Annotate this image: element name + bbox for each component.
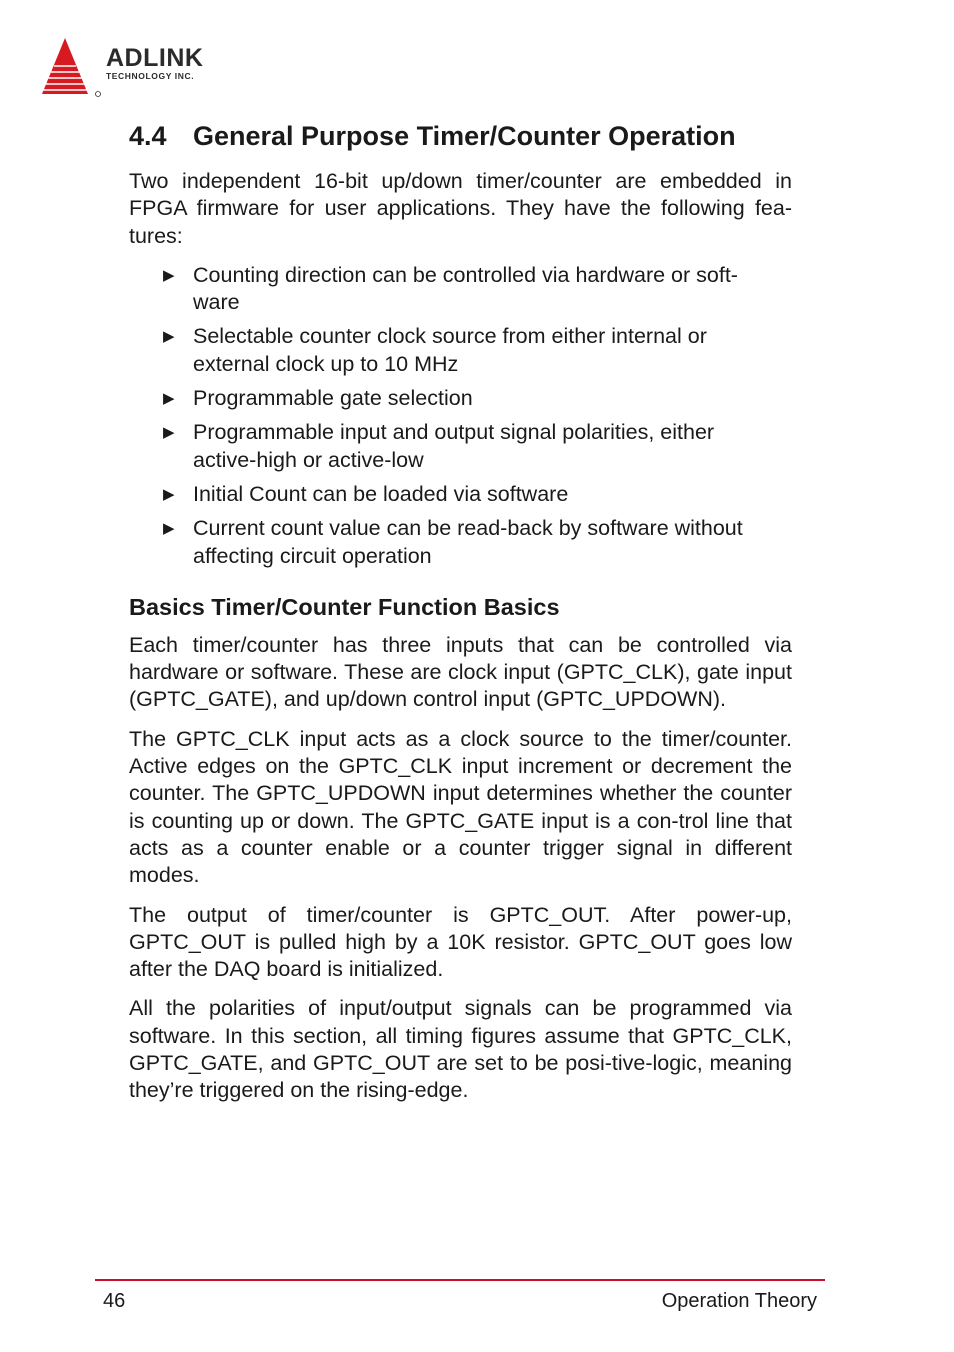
page-content	[129, 118, 792, 1117]
section-title: General Purpose Timer/Counter Operation	[193, 121, 736, 151]
feature-list	[129, 262, 792, 570]
bullet-arrow-icon: ▶	[163, 520, 175, 538]
footer-chapter-title: Operation Theory	[661, 1290, 817, 1312]
body-paragraph: All the polarities of input/output signals can be programmed via software. In this section, all timing figures assume that GPTC_CLK, GPTC_GATE, and GPTC_OUT are set to be posi-tive-logic, meaning they’re triggered on the rising-edge.	[129, 996, 792, 1103]
body-paragraph: The output of timer/counter is GPTC_OUT. After power-up, GPTC_OUT is pulled high by a 10K resistor. GPTC_OUT goes low after the DAQ board is initialized.	[129, 902, 792, 982]
adlink-triangle-icon	[40, 36, 104, 100]
feature-item	[129, 385, 792, 412]
subsection-heading: Basics Timer/Counter Function Basics	[129, 593, 560, 620]
feature-text: Programmable gate selection	[193, 386, 473, 411]
feature-item	[129, 419, 792, 474]
intro-paragraph: Two independent 16-bit up/down timer/counter are embedded in FPGA firmware for user applications. They have the following fea-tures:	[129, 169, 792, 248]
body-paragraph: Each timer/counter has three inputs that can be controlled via hardware or software. These are clock input (GPTC_CLK), gate input (GPTC_GATE), and up/down control input (GPTC_UPDOWN).	[129, 632, 792, 712]
feature-text: Selectable counter clock source from either internal or external clock up to 10 MHz	[193, 324, 707, 376]
feature-text: Programmable input and output signal polarities, either active-high or active-low	[193, 420, 715, 472]
bullet-arrow-icon: ▶	[163, 424, 175, 442]
adlink-logo	[40, 36, 240, 100]
feature-item	[129, 262, 792, 317]
feature-item	[129, 323, 792, 378]
feature-item	[129, 481, 792, 508]
body-paragraph: The GPTC_CLK input acts as a clock source to the timer/counter. Active edges on the GPTC_CLK input increment or decrement the counter. The GPTC_UPDOWN input determines whether the counter is counting up or down. The GPTC_GATE input is a con-trol line that acts as a counter enable or a counter trigger signal in different modes.	[129, 726, 792, 888]
logo-subtitle: TECHNOLOGY INC.	[106, 71, 195, 81]
footer-divider	[95, 1279, 825, 1281]
page-number: 46	[103, 1290, 126, 1312]
section-number: 4.4	[129, 121, 167, 151]
bullet-arrow-icon: ▶	[163, 266, 175, 284]
feature-text: Current count value can be read-back by software without affecting circuit operation	[193, 516, 743, 568]
section-heading	[129, 118, 792, 154]
feature-item	[129, 515, 792, 570]
logo-wordmark: ADLINK	[106, 44, 204, 72]
bullet-arrow-icon: ▶	[163, 328, 175, 346]
bullet-arrow-icon: ▶	[163, 485, 175, 503]
bullet-arrow-icon: ▶	[163, 390, 175, 408]
feature-text: Counting direction can be controlled via hardware or soft-ware	[193, 262, 738, 315]
feature-text: Initial Count can be loaded via software	[193, 481, 569, 506]
